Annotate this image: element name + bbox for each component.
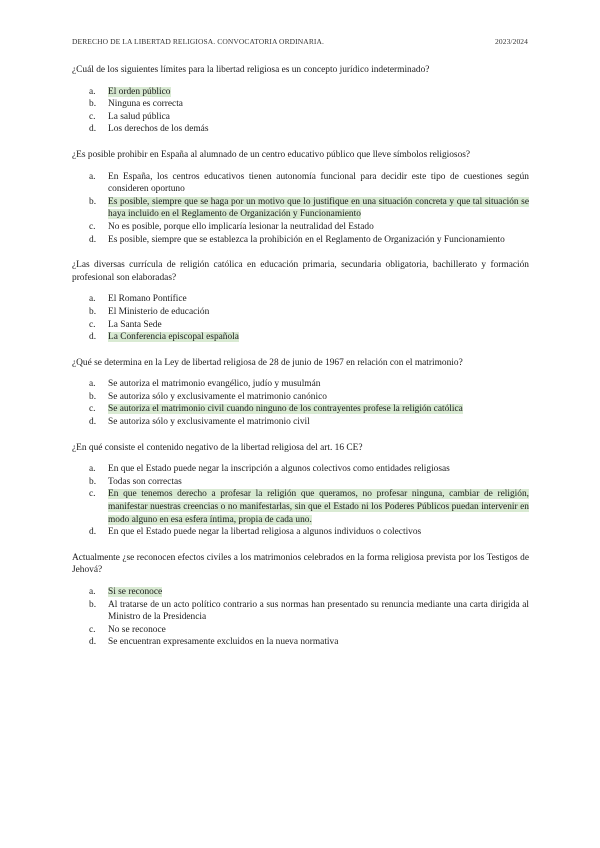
option-text-highlighted: El orden público xyxy=(108,86,171,97)
option-item xyxy=(72,123,529,136)
option-letter: a. xyxy=(89,171,96,182)
option-text-highlighted: Se autoriza el matrimonio civil cuando ninguno de los contrayentes profese la religión católica xyxy=(108,404,463,415)
option-text: Se autoriza sólo y exclusivamente el matrimonio civil xyxy=(108,417,310,428)
option-letter: b. xyxy=(89,306,97,317)
option-letter: b. xyxy=(89,599,97,610)
option-item xyxy=(72,98,529,111)
option-list xyxy=(72,586,529,649)
document-body xyxy=(72,64,529,662)
option-list xyxy=(72,463,529,539)
option-list xyxy=(72,293,529,343)
option-letter: c. xyxy=(89,404,96,415)
question-block xyxy=(72,357,529,429)
option-letter: c. xyxy=(89,624,96,635)
page-header xyxy=(72,37,528,49)
option-letter: d. xyxy=(89,234,97,245)
option-item xyxy=(72,403,529,416)
option-text: La Santa Sede xyxy=(108,319,162,330)
option-item xyxy=(72,378,529,391)
option-text-highlighted: Es posible, siempre que se haga por un motivo que lo justifique en una situación concreta y que tal situación se haya incluido en el Reglamento de Organización y Funcionamiento xyxy=(108,196,529,220)
option-text: Se autoriza el matrimonio evangélico, judío y musulmán xyxy=(108,379,321,390)
option-letter: d. xyxy=(89,527,97,538)
option-item xyxy=(72,306,529,319)
option-item xyxy=(72,599,529,624)
option-item xyxy=(72,293,529,306)
option-text-highlighted: En que tenemos derecho a profesar la religión que queramos, no profesar ninguna, cambiar de religión, manifestar nuestras creencias o no manifestarlas, sin que el Estado ni los Poderes Públicos puedan intervenir en modo alguno en esa esfera íntima, propia de cada uno. xyxy=(108,489,529,525)
option-item xyxy=(72,86,529,99)
header-title: DERECHO DE LA LIBERTAD RELIGIOSA. CONVOCATORIA ORDINARIA. xyxy=(72,37,325,46)
option-item xyxy=(72,111,529,124)
option-text: Es posible, siempre que se establezca la prohibición en el Reglamento de Organización y Funcionamiento xyxy=(108,234,505,245)
option-item xyxy=(72,463,529,476)
option-item xyxy=(72,526,529,539)
option-letter: a. xyxy=(89,86,96,97)
option-list xyxy=(72,171,529,247)
option-text: El Romano Pontífice xyxy=(108,294,187,305)
question-block xyxy=(72,259,529,344)
option-letter: c. xyxy=(89,319,96,330)
question-text: ¿Qué se determina en la Ley de libertad religiosa de 28 de junio de 1967 en relación con el matrimonio? xyxy=(72,357,463,368)
option-letter: a. xyxy=(89,379,96,390)
question-text: ¿En qué consiste el contenido negativo de la libertad religiosa del art. 16 CE? xyxy=(72,442,363,453)
option-text: Los derechos de los demás xyxy=(108,124,209,135)
option-list xyxy=(72,86,529,136)
option-item xyxy=(72,196,529,221)
option-letter: b. xyxy=(89,391,97,402)
question-text: ¿Las diversas currícula de religión católica en educación primaria, secundaria obligatoria, bachillerato y formación profesional son elaboradas? xyxy=(72,260,529,283)
option-text: En España, los centros educativos tienen autonomía funcional para decidir este tipo de cuestiones según consideren oportuno xyxy=(108,171,529,195)
header-year: 2023/2024 xyxy=(495,37,528,46)
option-item xyxy=(72,586,529,599)
option-text-highlighted: La Conferencia episcopal española xyxy=(108,332,239,343)
option-letter: a. xyxy=(89,587,96,597)
option-text: Se autoriza sólo y exclusivamente el matrimonio canónico xyxy=(108,391,327,402)
option-text: Ninguna es correcta xyxy=(108,99,183,110)
option-text: No es posible, porque ello implicaría lesionar la neutralidad del Estado xyxy=(108,221,374,232)
option-letter: a. xyxy=(89,464,96,475)
question-block xyxy=(72,64,529,136)
question-text: ¿Cuál de los siguientes límites para la libertad religiosa es un concepto jurídico indeterminado? xyxy=(72,65,430,75)
option-text: No se reconoce xyxy=(108,624,166,635)
question-block xyxy=(72,442,529,539)
option-letter: b. xyxy=(89,196,97,207)
question-block xyxy=(72,552,529,649)
option-letter: b. xyxy=(89,476,97,487)
option-item xyxy=(72,624,529,637)
question-text: Actualmente ¿se reconocen efectos civiles a los matrimonios celebrados en la forma religiosa prevista por los Testigos de Jehová? xyxy=(72,552,529,576)
option-letter: c. xyxy=(89,111,96,122)
option-letter: d. xyxy=(89,124,97,135)
option-text: Al tratarse de un acto político contrario a sus normas han presentado su renuncia mediante una carta dirigida al Ministro de la Presidencia xyxy=(108,599,529,623)
option-item xyxy=(72,319,529,332)
option-item xyxy=(72,391,529,404)
option-item xyxy=(72,331,529,344)
question-text: ¿Es posible prohibir en España al alumnado de un centro educativo público que lleve símbolos religiosos? xyxy=(72,149,471,160)
option-letter: d. xyxy=(89,332,97,343)
option-item xyxy=(72,488,529,526)
option-text: Todas son correctas xyxy=(108,476,182,487)
option-item xyxy=(72,416,529,429)
option-text: Se encuentran expresamente excluidos en la nueva normativa xyxy=(108,637,339,648)
option-letter: c. xyxy=(89,489,96,500)
option-text: En que el Estado puede negar la libertad religiosa a algunos individuos o colectivos xyxy=(108,527,422,538)
option-item xyxy=(72,636,529,649)
option-letter: b. xyxy=(89,99,97,110)
option-text: El Ministerio de educación xyxy=(108,306,210,317)
option-list xyxy=(72,378,529,428)
option-item xyxy=(72,476,529,489)
option-letter: a. xyxy=(89,294,96,305)
option-item xyxy=(72,234,529,247)
option-text-highlighted: Si se reconoce xyxy=(108,587,163,597)
option-text: En que el Estado puede negar la inscripción a algunos colectivos como entidades religiosas xyxy=(108,464,450,475)
option-letter: c. xyxy=(89,221,96,232)
option-letter: d. xyxy=(89,637,97,648)
question-block xyxy=(72,149,529,246)
option-item xyxy=(72,171,529,196)
option-item xyxy=(72,221,529,234)
option-text: La salud pública xyxy=(108,111,170,122)
option-letter: d. xyxy=(89,417,97,428)
